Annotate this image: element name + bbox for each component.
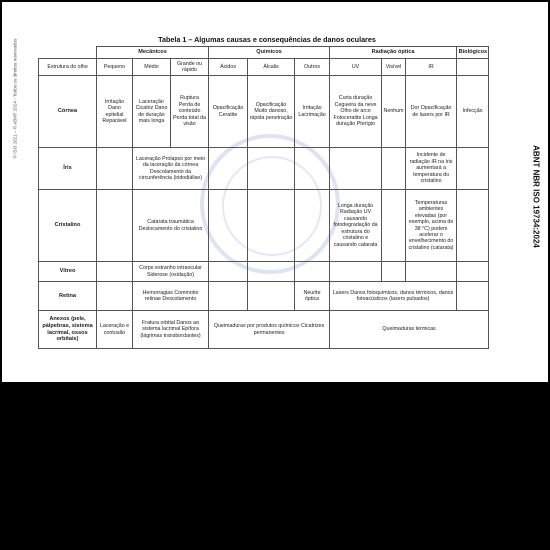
- group-header-row: [39, 47, 489, 59]
- empty-corner: [39, 47, 97, 59]
- cell-vitreous-visible: [382, 262, 406, 282]
- blank-area: [0, 382, 550, 550]
- cell-vitreous-bio: [457, 262, 489, 282]
- row-label-retina: Retina: [39, 282, 97, 311]
- col-alkalis: Álcalis: [248, 59, 295, 76]
- col-uv: UV: [330, 59, 382, 76]
- column-header-row: [39, 59, 489, 76]
- table-title: Tabela 1 – Algumas causas e consequências de danos oculares: [158, 35, 376, 44]
- row-vitreous: [39, 262, 489, 282]
- col-visible: Visível: [382, 59, 406, 76]
- cell-annexes-chem: Queimaduras por produtos químicos Cicatrizes permanentes: [209, 311, 330, 349]
- cell-vitreous-small: [97, 262, 133, 282]
- cell-retina-others: Neurite óptica: [295, 282, 330, 311]
- cell-lens-acids: [209, 190, 248, 262]
- group-chemical: Químicos: [209, 47, 330, 59]
- cell-lens-mech: Catarata traumática Deslocamento do cristalino: [133, 190, 209, 262]
- cell-cornea-ir: Dor Opacificação de lasers por IR: [406, 76, 457, 148]
- cell-retina-optical: Lasers Danos fotoquímicos, danos térmicos, danos fotoacústicos (lasers pulsados): [330, 282, 457, 311]
- row-label-vitreous: Vítreo: [39, 262, 97, 282]
- col-ir: IR: [406, 59, 457, 76]
- row-cornea: [39, 76, 489, 148]
- col-large: Grande ou rápido: [171, 59, 209, 76]
- cell-vitreous-ir: [406, 262, 457, 282]
- cell-iris-visible: [382, 148, 406, 190]
- cell-cornea-large: Ruptura Perda de conteúdo Perda total da visão: [171, 76, 209, 148]
- cell-cornea-others: Irritação Lacrimação: [295, 76, 330, 148]
- cell-annexes-small: Laceração e contusão: [97, 311, 133, 349]
- cell-lens-ir: Temperaturas ambientes elevadas (por exemplo, acima de 38 °C) podem acelerar o envelhecimento do cristalino (catarata): [406, 190, 457, 262]
- cell-retina-small: [97, 282, 133, 311]
- document-page: [2, 2, 548, 382]
- cell-lens-small: [97, 190, 133, 262]
- copyright-notice: © ISO 2021 – © ABNT 2024 - Todos os direitos reservados: [12, 38, 18, 159]
- col-acids: Ácidos: [209, 59, 248, 76]
- col-bio-empty: [457, 59, 489, 76]
- cell-annexes-mech: Fratura orbital Danos ao sistema lacrimal Epífora (lágrimas transbordantes): [133, 311, 209, 349]
- cell-vitreous-acids: [209, 262, 248, 282]
- cell-vitreous-mech: Corpo estranho intraocular Siderose (oxidação): [133, 262, 209, 282]
- cell-retina-mech: Hemorragias Commotio retinae Descolamento: [133, 282, 209, 311]
- cell-iris-alkalis: [248, 148, 295, 190]
- row-lens: [39, 190, 489, 262]
- cell-iris-uv: [330, 148, 382, 190]
- cell-iris-ir: Incidente de radiação IR na íris aumentará a temperatura do cristalino: [406, 148, 457, 190]
- row-label-iris: Íris: [39, 148, 97, 190]
- cell-iris-acids: [209, 148, 248, 190]
- cell-cornea-medium: Laceração Cicatriz Dano de duração mais longa: [133, 76, 171, 148]
- cell-cornea-bio: Infecção: [457, 76, 489, 148]
- row-label-lens: Cristalino: [39, 190, 97, 262]
- cell-iris-bio: [457, 148, 489, 190]
- cell-lens-uv: Longa duração Radiação UV causando fotodegradação da estrutura do cristalino e causando catarata: [330, 190, 382, 262]
- col-medium: Médio: [133, 59, 171, 76]
- group-mechanical: Mecânicos: [97, 47, 209, 59]
- standard-id: ABNT NBR ISO 19734:2024: [531, 145, 541, 248]
- row-iris: [39, 148, 489, 190]
- col-small: Pequeno: [97, 59, 133, 76]
- cell-iris-small: [97, 148, 133, 190]
- cell-lens-others: [295, 190, 330, 262]
- left-margin: [4, 38, 26, 372]
- group-optical: Radiação óptica: [330, 47, 457, 59]
- row-label-annexes: Anexos (pele, pálpebras, sistema lacrimal, ossos orbitais): [39, 311, 97, 349]
- cell-lens-visible: [382, 190, 406, 262]
- cell-lens-bio: [457, 190, 489, 262]
- cell-vitreous-others: [295, 262, 330, 282]
- row-annexes: [39, 311, 489, 349]
- group-biological: Biológicos: [457, 47, 489, 59]
- cell-cornea-visible: Nenhum: [382, 76, 406, 148]
- cell-cornea-acids: Opacificação Ceratite: [209, 76, 248, 148]
- cell-cornea-alkalis: Opacificação Muito danoso, rápida penetração: [248, 76, 295, 148]
- eye-damage-table: [38, 46, 489, 349]
- col-structure: Estrutura do olho: [39, 59, 97, 76]
- cell-iris-mech: Laceração Prolapso por meio da laceração da córnea Descolamento da circunferência (iridodiálise): [133, 148, 209, 190]
- cell-cornea-uv: Curta duração Cegueira da neve Olho de arco Fotoceratite Longa duração Pterígio: [330, 76, 382, 148]
- cell-retina-alkalis: [248, 282, 295, 311]
- cell-vitreous-uv: [330, 262, 382, 282]
- right-margin: [526, 42, 548, 372]
- cell-cornea-small: Irritação Dano epitelial Reparável: [97, 76, 133, 148]
- cell-annexes-optical: Queimaduras térmicas: [330, 311, 489, 349]
- cell-retina-acids: [209, 282, 248, 311]
- row-label-cornea: Córnea: [39, 76, 97, 148]
- cell-iris-others: [295, 148, 330, 190]
- row-retina: [39, 282, 489, 311]
- cell-vitreous-alkalis: [248, 262, 295, 282]
- cell-lens-alkalis: [248, 190, 295, 262]
- cell-retina-bio: [457, 282, 489, 311]
- col-others: Outros: [295, 59, 330, 76]
